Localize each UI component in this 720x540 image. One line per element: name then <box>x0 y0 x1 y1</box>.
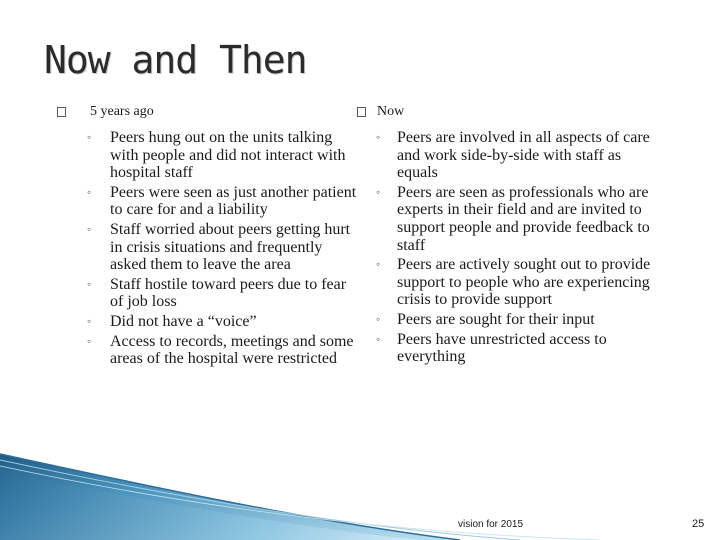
list-item: ◦ Peers are sought for their input <box>376 310 595 328</box>
right-column <box>357 103 657 368</box>
circle-bullet-icon: ◦ <box>376 130 381 144</box>
circle-bullet-icon: ◦ <box>376 331 381 346</box>
list-item: ◦ Did not have a “voice” <box>87 312 257 330</box>
list-item: ◦ Peers were seen as just another patient to care for and a liability <box>87 183 357 219</box>
left-heading: 5 years ago <box>90 104 154 119</box>
left-bullet-list <box>57 129 357 368</box>
circle-bullet-icon: ◦ <box>376 311 381 326</box>
list-item: ◦ Peers are seen as professionals who are experts in their field and are invited to support people and provide feedback to staff <box>376 183 650 254</box>
left-column <box>57 103 357 370</box>
circle-bullet-icon: ◦ <box>87 313 92 328</box>
right-heading: Now <box>377 104 405 119</box>
right-heading-row <box>357 103 657 123</box>
list-item: ◦ Staff worried about peers getting hurt in crisis situations and frequently asked them to leave the area <box>87 220 351 274</box>
page-number: 25 <box>692 518 705 530</box>
footer-text: vision for 2015 <box>458 519 524 530</box>
checkbox-bullet-icon <box>57 107 66 117</box>
list-item: ◦ Peers have unrestricted access to everything <box>376 330 607 366</box>
circle-bullet-icon: ◦ <box>376 257 381 272</box>
list-item: ◦ Peers hung out on the units talking with people and did not interact with hospital staff <box>87 129 346 182</box>
left-heading-row <box>57 103 357 123</box>
circle-bullet-icon: ◦ <box>87 221 92 236</box>
list-item: ◦ Peers are actively sought out to provide support to people who are experiencing crisis to provide support <box>376 256 651 309</box>
right-bullet-list <box>357 129 657 366</box>
list-item: ◦ Staff hostile toward peers due to fear of job loss <box>87 275 347 311</box>
checkbox-bullet-icon <box>357 107 366 117</box>
circle-bullet-icon: ◦ <box>87 276 92 291</box>
circle-bullet-icon: ◦ <box>87 184 92 199</box>
circle-bullet-icon: ◦ <box>87 333 92 348</box>
list-item: ◦ Peers are involved in all aspects of care and work side-by-side with staff as equals <box>376 129 650 182</box>
circle-bullet-icon: ◦ <box>376 184 381 199</box>
circle-bullet-icon: ◦ <box>87 130 92 144</box>
list-item: ◦ Access to records, meetings and some areas of the hospital were restricted <box>87 332 354 368</box>
wave-decoration <box>0 440 720 540</box>
slide-title: Now and Then <box>44 38 307 82</box>
